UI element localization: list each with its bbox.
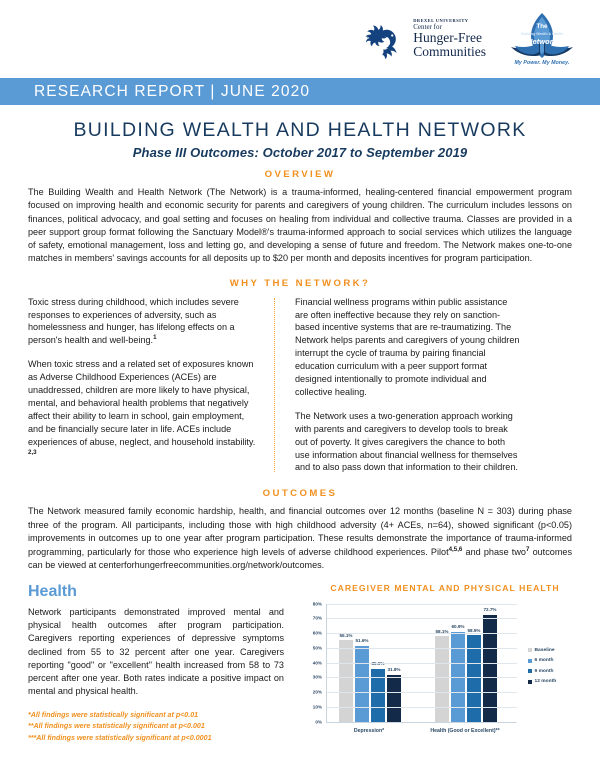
bar-value-label: 58.1% bbox=[435, 628, 449, 634]
outcomes-heading: OUTCOMES bbox=[262, 488, 338, 500]
why-network-section bbox=[0, 266, 600, 475]
why-network-left-paragraph-1 bbox=[28, 296, 258, 348]
chart-panel bbox=[300, 583, 590, 752]
title-block bbox=[0, 105, 600, 160]
drexel-dragon-icon bbox=[365, 18, 409, 60]
bar-value-label: 35.9% bbox=[371, 661, 385, 667]
outcomes-sup-2: 7 bbox=[525, 546, 530, 554]
network-lotus-icon bbox=[496, 12, 588, 60]
health-heading: Health bbox=[28, 582, 77, 600]
report-band bbox=[0, 78, 600, 105]
svg-text:The: The bbox=[536, 23, 548, 30]
y-axis-tick-label: 0% bbox=[315, 719, 322, 725]
chart-gridline bbox=[327, 648, 517, 649]
legend-label: 6 month bbox=[534, 658, 554, 664]
chart-gridline bbox=[327, 677, 517, 678]
y-axis-tick-label: 10% bbox=[312, 704, 322, 710]
footnote-list bbox=[28, 710, 284, 744]
chart-gridline bbox=[327, 692, 517, 693]
health-and-chart-row bbox=[0, 573, 600, 752]
health-body: Network participants demonstrated improved mental and physical health outcomes after program participation. Caregivers reporting experiences of depressive symptoms declined from 55 to 32 percent after one year. Caregivers reporting "good" or "excellent" health increased from 58 to 73 percent after one year. Both rates indicate a positive impact on mental and physical health. bbox=[28, 606, 284, 697]
legend-label: Baseline bbox=[534, 647, 555, 653]
overview-heading: OVERVIEW bbox=[264, 169, 336, 180]
outcomes-body bbox=[28, 505, 572, 572]
footnote-3: ***All findings were statistically significant at p<0.0001 bbox=[28, 733, 212, 742]
chart-plot-area bbox=[326, 604, 517, 722]
chart-gridline bbox=[327, 707, 517, 708]
y-axis-tick-label: 30% bbox=[312, 674, 322, 680]
building-wealth-health-network-logo bbox=[496, 12, 588, 66]
y-axis-tick-label: 50% bbox=[312, 645, 322, 651]
bar-value-label: 58.5% bbox=[467, 627, 481, 633]
y-axis-tick-label: 80% bbox=[312, 601, 322, 607]
why-left-p1-text: Toxic stress during childhood, which includes severe responses to experiences of adversity, such as homelessness and hunger, has lifelong effects on a person's health and well-being. bbox=[28, 296, 239, 346]
report-band-text: RESEARCH REPORT | JUNE 2020 bbox=[34, 82, 311, 100]
legend-swatch bbox=[528, 669, 532, 673]
svg-text:Network: Network bbox=[527, 37, 557, 46]
chart-title: CAREGIVER MENTAL AND PHYSICAL HEALTH bbox=[330, 582, 560, 593]
communities-label: Communities bbox=[413, 44, 486, 60]
svg-text:Building Wealth & Health: Building Wealth & Health bbox=[521, 32, 563, 36]
footnote-1: *All findings were statistically significant at p<0.01 bbox=[28, 710, 199, 719]
drexel-university-label: DREXEL UNIVERSITY bbox=[413, 18, 469, 24]
footnote-2: **All findings were statistically significant at p<0.001 bbox=[28, 722, 205, 731]
why-network-left-column bbox=[28, 296, 274, 475]
legend-item bbox=[528, 648, 556, 653]
y-axis-labels bbox=[300, 601, 324, 725]
page-title: BUILDING WEALTH AND HEALTH NETWORK bbox=[73, 119, 527, 141]
legend-swatch bbox=[528, 680, 532, 684]
chart-bar bbox=[339, 632, 353, 721]
why-left-p1-sup: 1 bbox=[153, 334, 157, 342]
why-left-p2-text: When toxic stress and a related set of exposures known as Adverse Childhood Experiences (ACEs) are unaddressed, children are more likely to have physical, mental, and behavioral health problems that negatively affect their ability to learn in school, gain employment, and be financially secure later in life. ACEs include experiences of abuse, neglect, and household instability. bbox=[28, 359, 256, 447]
y-axis-tick-label: 20% bbox=[312, 689, 322, 695]
why-network-columns bbox=[0, 289, 600, 475]
chart-legend bbox=[528, 648, 556, 690]
why-left-p2-sup: 2,3 bbox=[28, 448, 37, 456]
outcomes-text-1: The Network measured family economic hardship, health, and financial outcomes over 12 months (baseline N = 303) during phase three of the program. All participants, including those with high childhood adversity (4+ ACEs, n=64), showed significant (p<0.05) improvements in outcomes up to one year after program participation. These results demonstrate the importance of trauma-informed programming, particularly for those who experience high levels of adverse childhood experiences. Pilot bbox=[28, 506, 572, 558]
y-axis-tick-label: 70% bbox=[312, 615, 322, 621]
legend-item bbox=[528, 679, 556, 684]
legend-swatch bbox=[528, 648, 532, 652]
why-network-right-column bbox=[275, 296, 521, 475]
overview-body: The Building Wealth and Health Network (The Network) is a trauma-informed, healing-centered financial empowerment program focused on improving health and economic security for parents and caregivers of young children. The curriculum includes lessons on finances, political advocacy, and goal setting and focuses on healing from individual and collective trauma. Classes are provided in a peer support group format following the Sanctuary Model®'s trauma-informed approach to social services which utilizes the language of safety, emotional management, loss and letting go, and developing a sense of future and freedom. The Network makes one-to-one matches in members' savings accounts for all deposits up to $20 per month and deposits incentives for program participation. bbox=[28, 187, 572, 264]
outcomes-sup-1: 4,5,6 bbox=[448, 546, 463, 554]
chart-gridline bbox=[327, 618, 517, 619]
legend-label: 12 month bbox=[534, 679, 557, 685]
chart-bar bbox=[355, 638, 369, 722]
chart-gridline bbox=[327, 604, 517, 605]
y-axis-tick-label: 40% bbox=[312, 660, 322, 666]
x-axis-category-label: Depression* bbox=[353, 727, 385, 734]
bar-value-label: 72.7% bbox=[483, 607, 497, 613]
why-network-right-paragraph-2: The Network uses a two-generation approach working with parents and caregivers to develop tools to break out of poverty. It gives caregivers the chance to both use information about financial wellness for themselves and to also pass down that information to their children. bbox=[295, 410, 518, 473]
chart-bar bbox=[387, 667, 401, 722]
y-axis-tick-label: 60% bbox=[312, 630, 322, 636]
logo-bar bbox=[0, 0, 600, 78]
x-axis-line bbox=[326, 722, 516, 723]
why-network-heading: WHY THE NETWORK? bbox=[229, 277, 371, 289]
drexel-logo-text bbox=[413, 19, 486, 59]
outcomes-text-3: outcomes can be viewed at centerforhungerfreecommunities.org/network/outcomes. bbox=[28, 547, 572, 571]
page-subtitle: Phase III Outcomes: October 2017 to September 2019 bbox=[132, 145, 468, 160]
legend-item bbox=[528, 669, 556, 674]
legend-label: 9 month bbox=[534, 668, 554, 674]
outcomes-text-2: and phase two bbox=[462, 547, 526, 558]
chart-gridline bbox=[327, 633, 517, 634]
x-axis-category-label: Health (Good or Excellent)** bbox=[430, 727, 500, 734]
center-for-label: Center for bbox=[413, 23, 442, 32]
bar-value-label: 31.8% bbox=[387, 667, 401, 673]
why-network-right-paragraph-1: Financial wellness programs within public assistance are often ineffective because they rely on sanction-based incentive systems that are re-traumatizing. The Network helps parents and caregivers of young children interrupt the cycle of trauma by pairing financial education curriculum with a peer support format designed intentionally to promote individual and collective healing. bbox=[295, 296, 520, 397]
bar-value-label: 55.1% bbox=[339, 632, 353, 638]
hunger-free-label: Hunger-Free bbox=[413, 30, 482, 46]
chart-bar bbox=[483, 607, 497, 722]
bar-value-label: 60.9% bbox=[451, 624, 465, 630]
legend-item bbox=[528, 658, 556, 663]
legend-swatch bbox=[528, 659, 532, 663]
overview-section bbox=[0, 160, 600, 266]
why-network-left-paragraph-2 bbox=[28, 358, 258, 461]
network-tagline: My Power. My Money. bbox=[514, 60, 570, 66]
drexel-hunger-free-communities-logo bbox=[365, 18, 486, 60]
logo-group bbox=[365, 12, 588, 66]
bar-chart bbox=[300, 600, 590, 752]
health-section bbox=[28, 583, 300, 752]
outcomes-section bbox=[0, 474, 600, 572]
bar-value-label: 51.6% bbox=[355, 638, 369, 644]
